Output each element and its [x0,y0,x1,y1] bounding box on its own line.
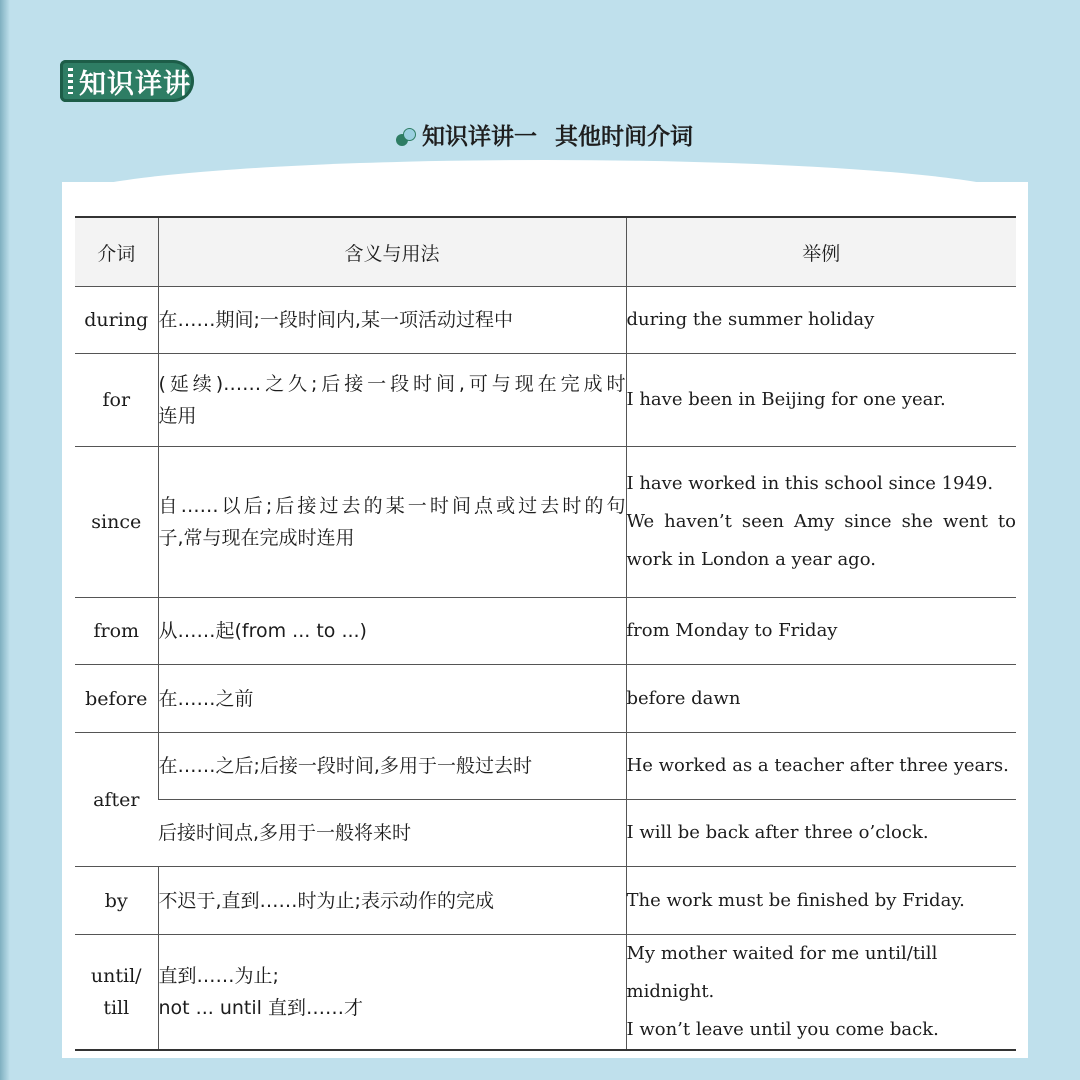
table-row [75,598,1016,665]
example-cell [626,733,1016,800]
preposition-cell: since [75,447,158,598]
preposition-cell: for [75,354,158,447]
meaning-cell [158,935,626,1051]
meaning-line: 自……以后;后接过去的某一时间点或过去时的句 [158,495,626,517]
meaning-cell [158,354,626,447]
meaning-cell [158,665,626,733]
table-row [75,733,1016,800]
example-line: during the summer holiday [626,309,875,330]
meaning-cell [158,733,626,800]
table-row [75,867,1016,935]
page-edge [0,0,10,1080]
meaning-line: (延续)……之久;后接一段时间,可与现在完成时 [158,373,626,395]
subtitle-name: 其他时间介词 [555,124,693,150]
meaning-line: 直到……为止; [158,965,279,987]
example-line: before dawn [626,687,741,709]
table-row [75,447,1016,598]
example-line: I have worked in this school since 1949. [626,473,994,494]
example-cell [626,598,1016,665]
prepositions-table [75,216,1016,1051]
example-line: from Monday to Friday [626,620,838,641]
example-line: I won’t leave until you come back. [626,1019,939,1040]
table-row [75,287,1016,354]
meaning-line: 从……起(from ... to ...) [158,620,367,642]
meaning-cell [158,447,626,598]
preposition-line: till [103,997,130,1019]
example-line: He worked as a teacher after three years. [626,755,1009,776]
section-badge-label: 知识详讲 [79,68,191,100]
example-line: The work must be finished by Friday. [626,889,965,911]
example-cell [626,800,1016,867]
example-line: I will be back after three o’clock. [626,822,929,843]
meaning-line: 在……之前 [158,687,254,710]
example-line: My mother waited for me until/till midnight. [626,943,938,1002]
example-cell [626,354,1016,447]
preposition-cell: by [75,867,158,935]
table-row [75,665,1016,733]
subtitle [396,118,693,151]
table-row [75,935,1016,1051]
preposition-cell: after [75,733,158,867]
example-cell [626,665,1016,733]
subtitle-prefix: 知识详讲一 [422,124,537,150]
meaning-cell [158,800,626,867]
table-header-row [75,217,1016,287]
preposition-cell: from [75,598,158,665]
preposition-cell [75,935,158,1051]
table-row [75,800,1016,867]
bubble-icon [396,128,414,146]
meaning-line: 不迟于,直到……时为止;表示动作的完成 [158,889,494,912]
example-line: We haven’t seen Amy since she went to [626,511,1016,532]
preposition-line: until/ [90,965,142,987]
meaning-cell [158,598,626,665]
preposition-cell: before [75,665,158,733]
meaning-line: 在……期间;一段时间内,某一项活动过程中 [158,309,513,331]
meaning-line: 后接时间点,多用于一般将来时 [158,822,412,844]
section-badge [60,60,194,102]
meaning-line: 子,常与现在完成时连用 [158,527,355,549]
example-cell [626,867,1016,935]
meaning-cell [158,287,626,354]
header-example: 举例 [626,217,1016,287]
badge-dots-decoration [68,68,73,94]
table-row [75,354,1016,447]
example-cell [626,287,1016,354]
example-line: I have been in Beijing for one year. [626,389,946,410]
meaning-line: not ... until 直到……才 [158,997,363,1019]
meaning-line: 连用 [158,405,197,427]
preposition-cell: during [75,287,158,354]
meaning-line: 在……之后;后接一段时间,多用于一般过去时 [158,755,532,777]
header-preposition: 介词 [75,217,158,287]
meaning-cell [158,867,626,935]
example-cell [626,447,1016,598]
header-meaning: 含义与用法 [158,217,626,287]
example-cell [626,935,1016,1051]
example-line: work in London a year ago. [626,549,876,570]
